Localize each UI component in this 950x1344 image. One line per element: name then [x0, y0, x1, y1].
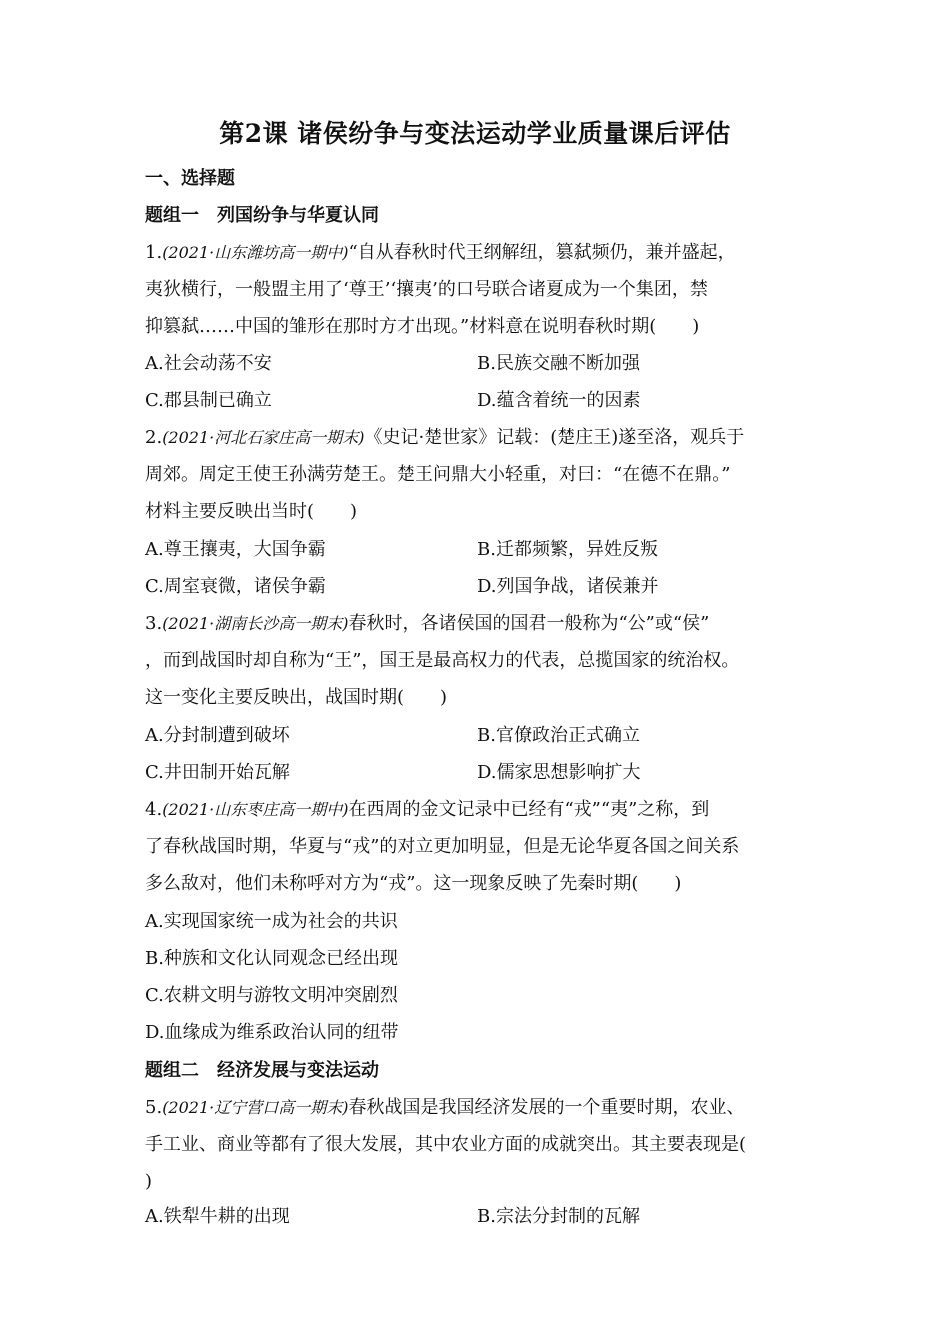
question-2-option-a: A.尊王攘夷，大国争霸	[145, 539, 326, 560]
question-text: “自从春秋时代王纲解纽，篡弑频仍，兼并盛起，	[348, 242, 736, 263]
question-number: 1.	[145, 242, 163, 263]
question-2-line-3: 材料主要反映出当时( )	[145, 501, 358, 522]
question-1-option-b: B.民族交融不断加强	[477, 353, 640, 374]
question-3-line-1	[145, 612, 805, 636]
question-4-option-b: B.种族和文化认同观念已经出现	[145, 948, 398, 969]
question-text: 春秋战国是我国经济发展的一个重要时期，农业、	[348, 1097, 745, 1118]
question-5-line-2: 手工业、商业等都有了很大发展，其中农业方面的成就突出。其主要表现是(	[145, 1134, 747, 1155]
question-4-line-3: 多么敌对，他们未称呼对方为“戎”。这一现象反映了先秦时期( )	[145, 873, 682, 894]
question-1-line-1	[145, 241, 805, 265]
question-text: 《史记·楚世家》记载：(楚庄王)遂至洛，观兵于	[364, 427, 745, 448]
question-source: (2021·山东枣庄高一期中)	[162, 800, 349, 819]
question-1-option-c: C.郡县制已确立	[145, 390, 272, 411]
question-2-option-c: C.周室衰微，诸侯争霸	[145, 576, 326, 597]
question-3-line-2: ，而到战国时却自称为“王”，国王是最高权力的代表，总揽国家的统治权。	[145, 650, 740, 671]
question-source: (2021·辽宁营口高一期末)	[162, 1098, 349, 1117]
question-source: (2021·山东潍坊高一期中)	[162, 243, 349, 262]
question-5-option-b: B.宗法分封制的瓦解	[477, 1206, 640, 1227]
question-2-line-1	[145, 426, 805, 450]
group-heading-2: 题组二 经济发展与变法运动	[145, 1060, 379, 1081]
question-3-option-a: A.分封制遭到破坏	[145, 725, 290, 746]
question-5-line-3: )	[145, 1171, 153, 1192]
question-1-line-2: 夷狄横行，一般盟主用了‘尊王’‘攘夷’的口号联合诸夏成为一个集团，禁	[145, 279, 708, 300]
question-4-option-d: D.血缘成为维系政治认同的纽带	[145, 1022, 399, 1043]
question-text: 春秋时，各诸侯国的国君一般称为“公”或“侯”	[348, 613, 710, 634]
question-5-line-1	[145, 1096, 805, 1120]
question-2-option-d: D.列国争战，诸侯兼并	[477, 576, 659, 597]
question-number: 2.	[145, 427, 163, 448]
question-1-option-a: A.社会动荡不安	[145, 353, 272, 374]
question-number: 5.	[145, 1097, 163, 1118]
question-2-line-2: 周郊。周定王使王孙满劳楚王。楚王问鼎大小轻重，对曰：“在德不在鼎。”	[145, 464, 731, 485]
question-3-option-b: B.官僚政治正式确立	[477, 725, 640, 746]
question-number: 3.	[145, 613, 163, 634]
question-number: 4.	[145, 799, 163, 820]
question-4-option-c: C.农耕文明与游牧文明冲突剧烈	[145, 985, 398, 1006]
question-3-option-c: C.井田制开始瓦解	[145, 762, 290, 783]
question-4-option-a: A.实现国家统一成为社会的共识	[145, 911, 398, 932]
question-2-option-b: B.迁都频繁，异姓反叛	[477, 539, 658, 560]
section-heading: 一、选择题	[145, 168, 235, 189]
page-title: 第2课 诸侯纷争与变法运动学业质量课后评估	[219, 119, 731, 148]
question-text: 在西周的金文记录中已经有“戎”“夷”之称，到	[348, 799, 710, 820]
question-5-option-a: A.铁犁牛耕的出现	[145, 1206, 290, 1227]
question-3-option-d: D.儒家思想影响扩大	[477, 762, 641, 783]
question-4-line-1	[145, 798, 805, 822]
question-source: (2021·湖南长沙高一期末)	[162, 614, 349, 633]
question-3-line-3: 这一变化主要反映出，战国时期( )	[145, 687, 448, 708]
group-heading-1: 题组一 列国纷争与华夏认同	[145, 205, 379, 226]
question-1-line-3: 抑篡弑……中国的雏形在那时方才出现。”材料意在说明春秋时期( )	[145, 316, 700, 337]
question-1-option-d: D.蕴含着统一的因素	[477, 390, 641, 411]
question-source: (2021·河北石家庄高一期末)	[162, 428, 365, 447]
question-4-line-2: 了春秋战国时期，华夏与“戎”的对立更加明显，但是无论华夏各国之间关系	[145, 836, 740, 857]
